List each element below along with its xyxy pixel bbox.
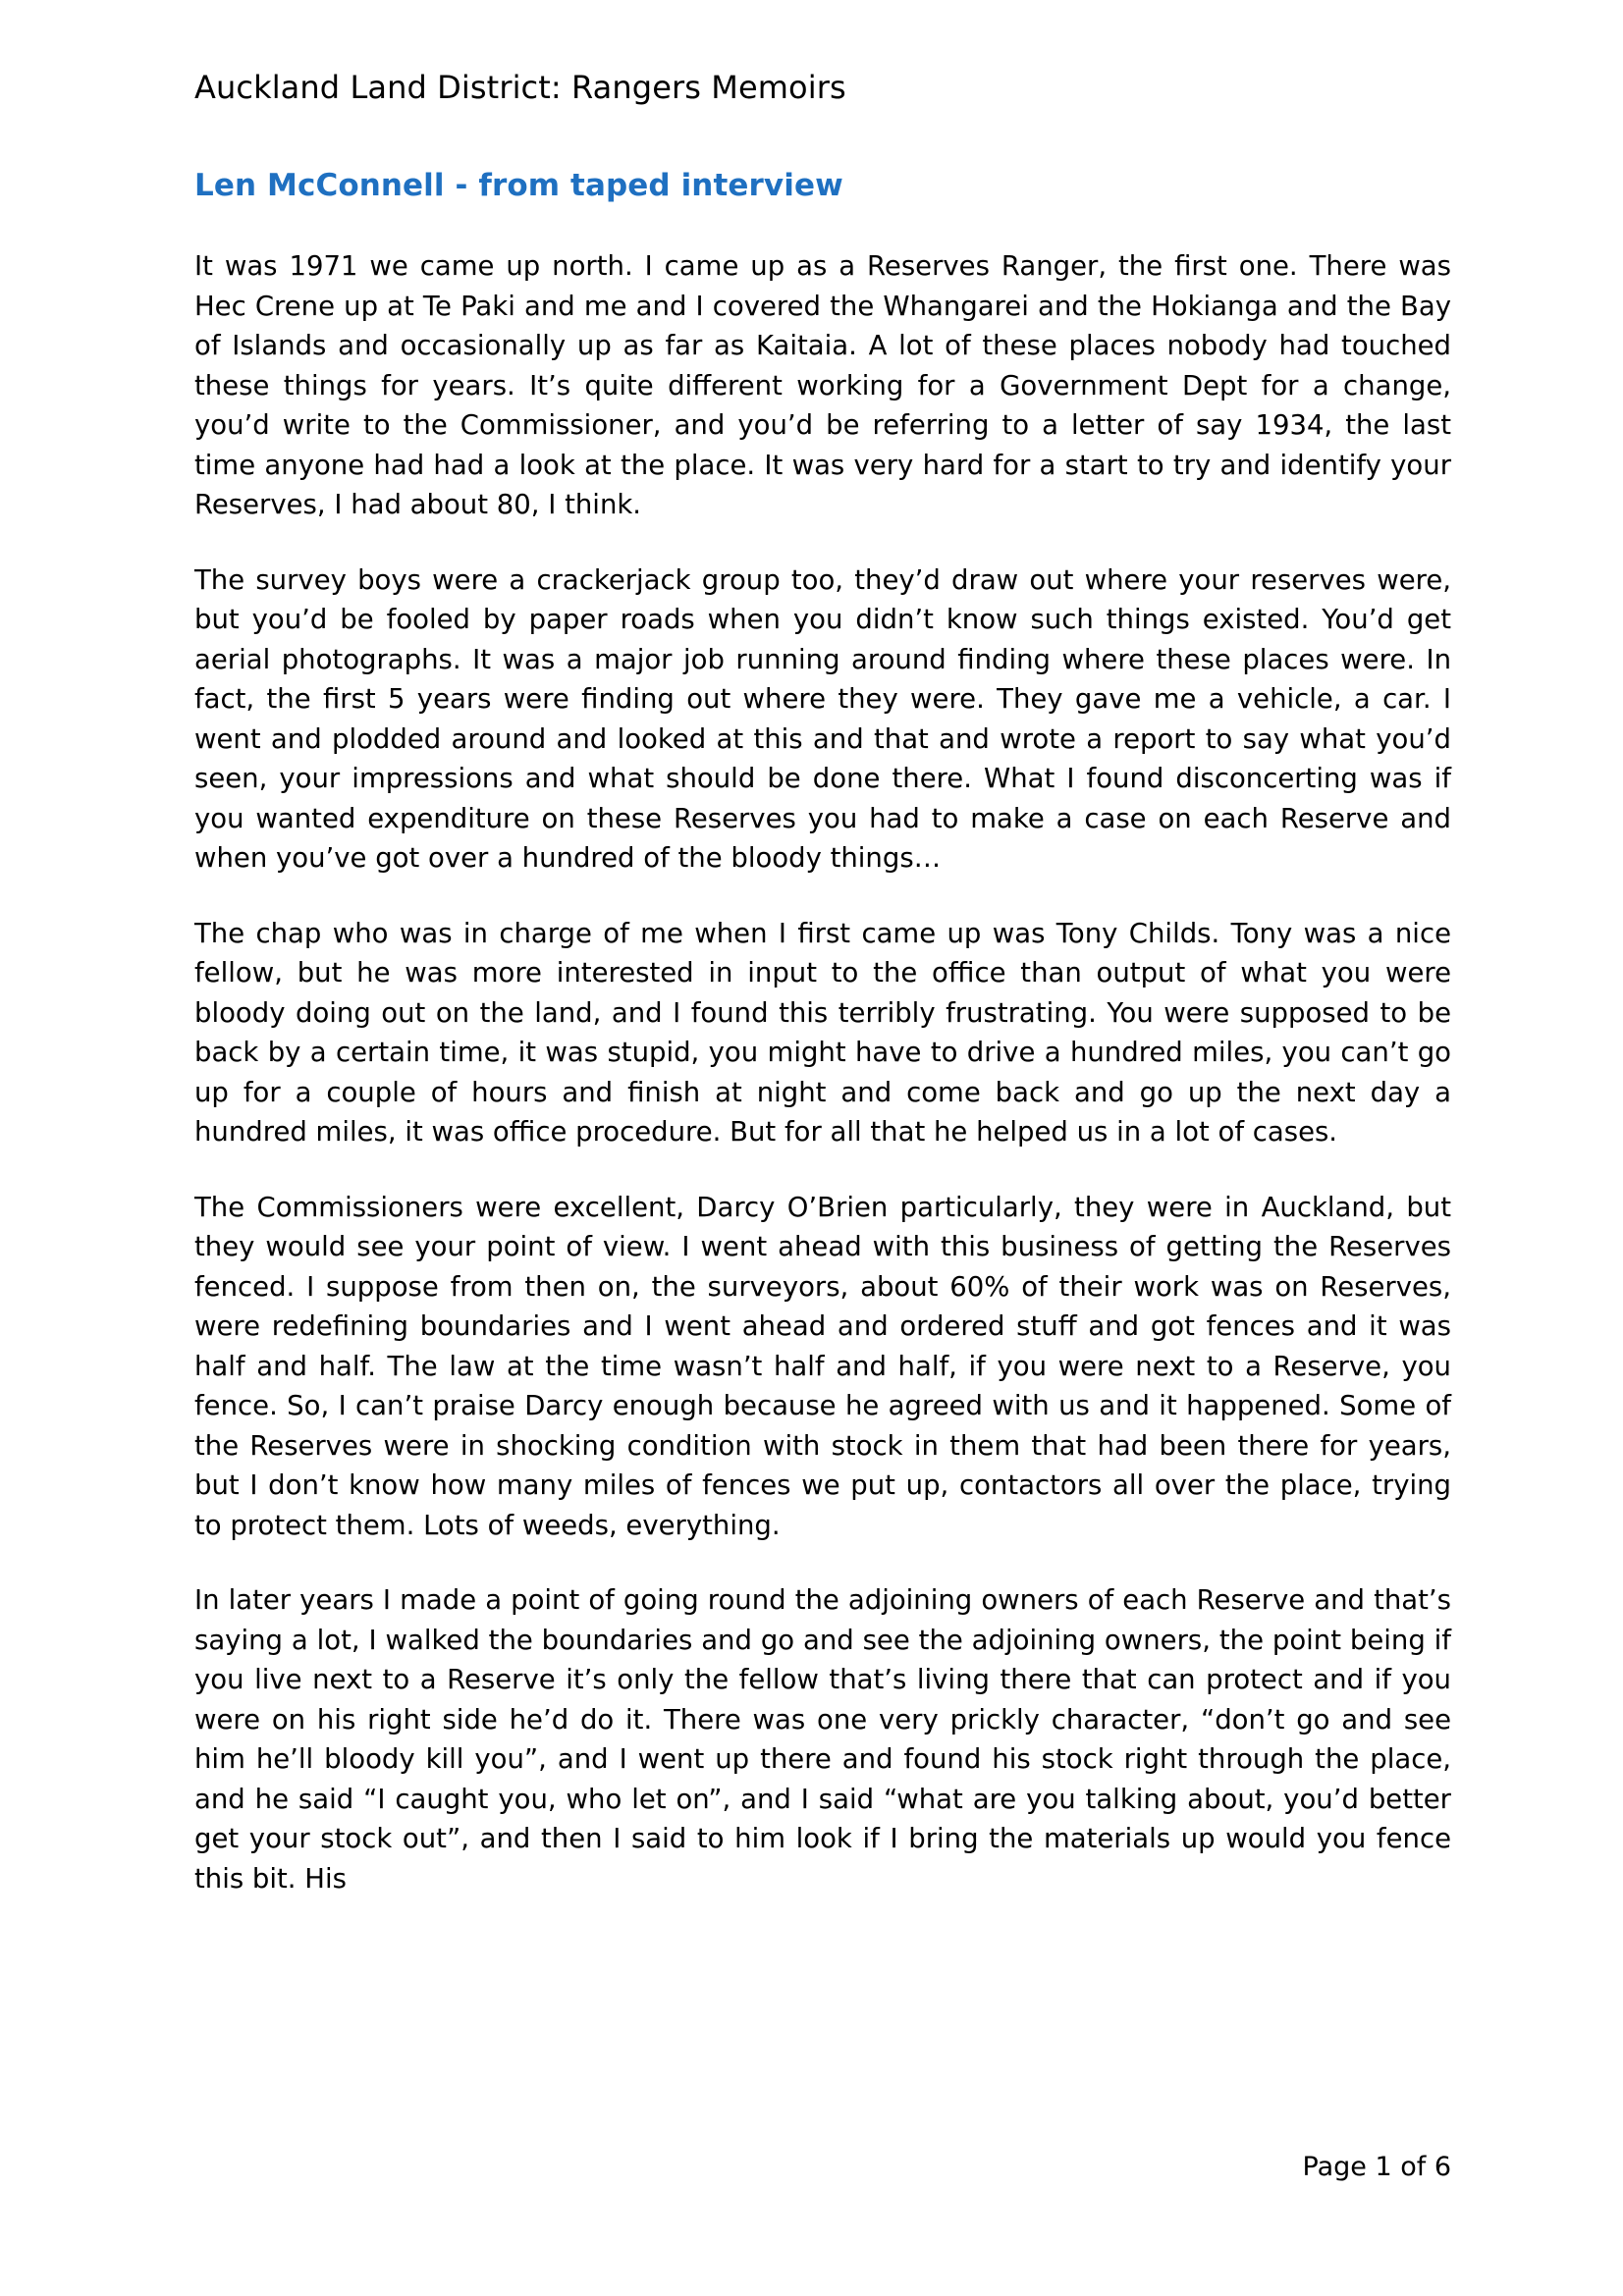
page-footer: Page 1 of 6 (1302, 2152, 1451, 2182)
paragraph: The Commissioners were excellent, Darcy O’Brien particularly, they were in Auckland, but they would see your point of view. I went ahead with this business of getting the Reserves fenced. I suppose from then on, the surveyors, about 60% of their work was on Reserves, were redefining boundaries and I went ahead and ordered stuff and got fences and it was half and half. The law at the time wasn’t half and half, if you were next to a Reserve, you fence. So, I can’t praise Darcy enough because he agreed with us and it happened. Some of the Reserves were in shocking condition with stock in them that had been there for years, but I don’t know how many miles of fences we put up, contactors all over the place, trying to protect them. Lots of weeds, everything. (194, 1191, 1451, 1541)
paragraph: The survey boys were a crackerjack group too, they’d draw out where your reserves were, but you’d be fooled by paper roads when you didn’t know such things existed. You’d get aerial photographs. It was a major job running around finding where these places were. In fact, the first 5 years were finding out where they were. They gave me a vehicle, a car. I went and plodded around and looked at this and that and wrote a report to say what you’d seen, your impressions and what should be done there. What I found disconcerting was if you wanted expenditure on these Reserves you had to make a case on each Reserve and when you’ve got over a hundred of the bloody things… (194, 563, 1451, 875)
paragraph: The chap who was in charge of me when I first came up was Tony Childs. Tony was a nice fellow, but he was more interested in input to the office than output of what you were bloody doing out on the land, and I found this terribly frustrating. You were supposed to be back by a certain time, it was stupid, you might have to drive a hundred miles, you can’t go up for a couple of hours and finish at night and come back and go up the next day a hundred miles, it was office procedure. But for all that he helped us in a lot of cases. (194, 917, 1451, 1148)
page-content (194, 0, 1451, 1898)
paragraph: It was 1971 we came up north. I came up as a Reserves Ranger, the first one. There was Hec Crene up at Te Paki and me and I covered the Whangarei and the Hokianga and the Bay of Islands and occasionally up as far as Kaitaia. A lot of these places nobody had touched these things for years. It’s quite different working for a Government Dept for a change, you’d write to the Commissioner, and you’d be referring to a letter of say 1934, the last time anyone had had a look at the place. It was very hard for a start to try and identify your Reserves, I had about 80, I think. (194, 250, 1451, 521)
section-heading: Len McConnell - from taped interview (194, 168, 843, 204)
paragraph: In later years I made a point of going round the adjoining owners of each Reserve and that’s saying a lot, I walked the boundaries and go and see the adjoining owners, the point being if you live next to a Reserve it’s only the fellow that’s living there that can protect and if you were on his right side he’d do it. There was one very prickly character, “don’t go and see him he’ll bloody kill you”, and I went up there and found his stock right through the place, and he said “I caught you, who let on”, and I said “what are you talking about, you’d better get your stock out”, and then I said to him look if I bring the materials up would you fence this bit. His (194, 1584, 1451, 1895)
body-copy (194, 246, 1451, 1898)
document-header: Auckland Land District: Rangers Memoirs (194, 69, 846, 106)
